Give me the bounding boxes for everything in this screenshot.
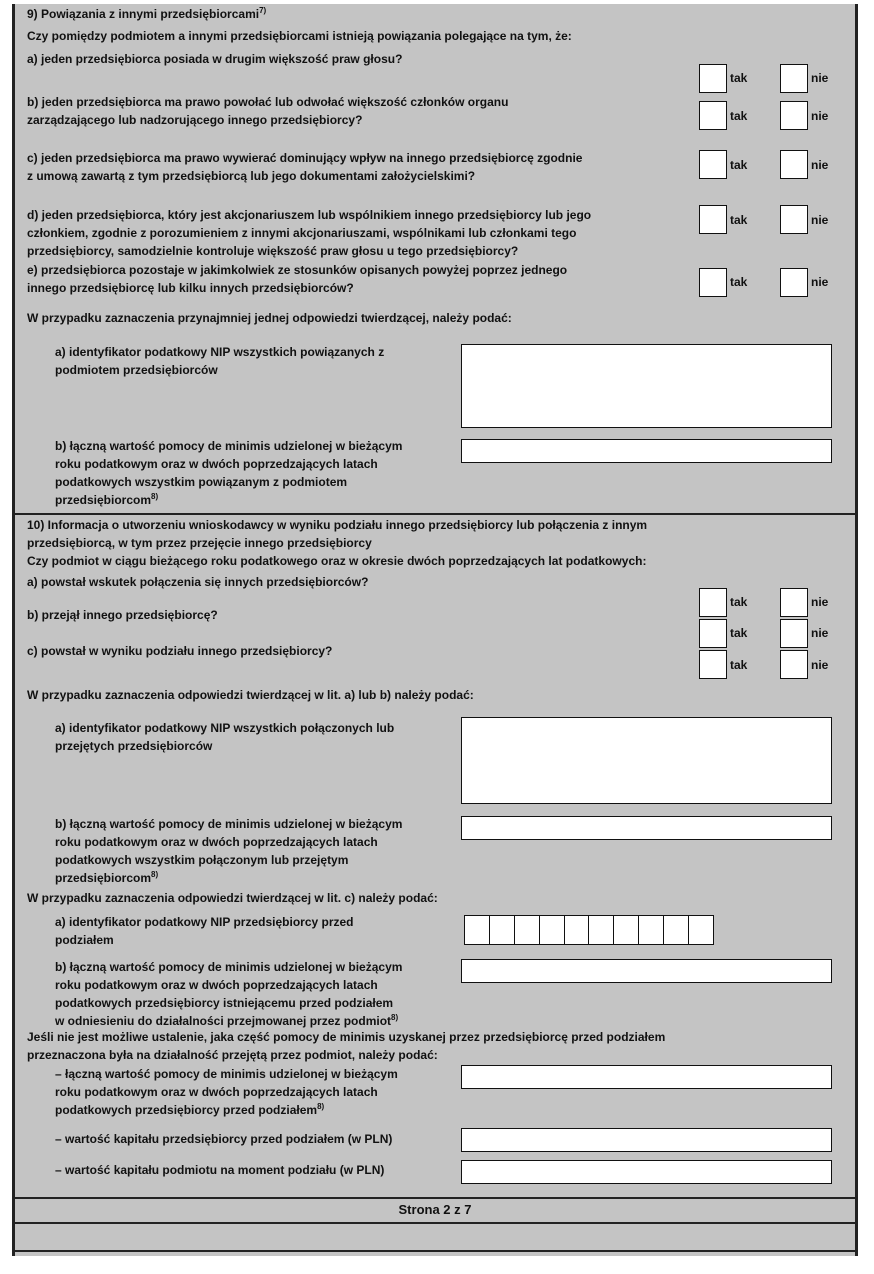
s9-item-c-yes-checkbox[interactable] — [699, 150, 727, 179]
s9-item-c-line2: z umową zawartą z tym przedsiębiorcą lub jego dokumentami założycielskimi? — [27, 169, 476, 183]
s9-field-a-label-1: a) identyfikator podatkowy NIP wszystkich powiązanych z — [55, 345, 385, 359]
s9-item-d-no-label: nie — [811, 213, 829, 227]
s10-item-c-no-checkbox[interactable] — [780, 650, 808, 679]
s9-item-d-no-checkbox[interactable] — [780, 205, 808, 234]
s9-item-b-no-checkbox[interactable] — [780, 101, 808, 130]
s10-deminimis-input[interactable] — [461, 816, 832, 840]
section10-title-1: 10) Informacja o utworzeniu wnioskodawcy w wyniku podziału innego przedsiębiorcy lub połączenia z innym — [27, 518, 648, 532]
s9-item-d-line3: przedsiębiorcy, samodzielnie kontroluje większość praw głosu u tego przedsiębiorcy? — [27, 244, 519, 258]
s9-item-e-yes-label: tak — [730, 275, 748, 289]
s10-field-a-label-2: przejętych przedsiębiorców — [55, 739, 213, 753]
s10-item-c-no-label: nie — [811, 658, 829, 672]
s9-item-b-no-label: nie — [811, 109, 829, 123]
s10-deminimis-before-split-input[interactable] — [461, 959, 832, 983]
s9-item-e-yes-checkbox[interactable] — [699, 268, 727, 297]
s10-capital-moment-label: – wartość kapitału podmiotu na moment podziału (w PLN) — [55, 1163, 385, 1177]
s10-item-a-yes-label: tak — [730, 595, 748, 609]
nip-cell[interactable] — [588, 915, 614, 945]
s10-field-cb-label-2: roku podatkowym oraz w dwóch poprzedzających latach — [55, 978, 378, 992]
s10-capital-moment-input[interactable] — [461, 1160, 832, 1184]
page-number: Strona 2 z 7 — [398, 1202, 472, 1217]
s10-item-b-yes-checkbox[interactable] — [699, 619, 727, 648]
s10-field-b-label-3: podatkowych wszystkim połączonym lub przejętym — [55, 853, 349, 867]
s9-item-c-line1: c) jeden przedsiębiorca ma prawo wywierać dominujący wpływ na innego przedsiębiorcę zgodnie — [27, 151, 583, 165]
s10-item-a-no-label: nie — [811, 595, 829, 609]
s9-item-a-text: a) jeden przedsiębiorca posiada w drugim większość praw głosu? — [27, 52, 403, 66]
s9-item-e-line1: e) przedsiębiorca pozostaje w jakimkolwiek ze stosunków opisanych powyżej poprzez jednego — [27, 263, 568, 277]
s10-total-label-3: podatkowych przedsiębiorcy przed podziałem$^{8)}$ — [55, 1102, 325, 1117]
s10-total-label-2: roku podatkowym oraz w dwóch poprzedzających latach — [55, 1085, 378, 1099]
form-page — [12, 4, 858, 1256]
s9-item-e-no-label: nie — [811, 275, 829, 289]
s10-note-1: Jeśli nie jest możliwe ustalenie, jaka część pomocy de minimis uzyskanej przez przedsiębiorcę przed podziałem — [27, 1030, 666, 1044]
s10-field-b-label-1: b) łączną wartość pomocy de minimis udzielonej w bieżącym — [55, 817, 403, 831]
nip-cell[interactable] — [613, 915, 639, 945]
s10-item-a-text: a) powstał wskutek połączenia się innych przedsiębiorców? — [27, 575, 369, 589]
footer-divider — [15, 1222, 855, 1224]
s9-field-b-label-3: podatkowych wszystkim powiązanym z podmiotem — [55, 475, 348, 489]
section9-title: 9) Powiązania z innymi przedsiębiorcami$^{7)}$ — [27, 6, 267, 21]
s10-capital-before-label: – wartość kapitału przedsiębiorcy przed podziałem (w PLN) — [55, 1132, 393, 1146]
s10-item-c-yes-label: tak — [730, 658, 748, 672]
s10-item-c-yes-checkbox[interactable] — [699, 650, 727, 679]
s9-item-d-line2: członkiem, zgodnie z porozumieniem z innymi akcjonariuszami, wspólnikami lub członkami tego — [27, 226, 577, 240]
s9-item-a-no-label: nie — [811, 71, 829, 85]
s10-item-a-no-checkbox[interactable] — [780, 588, 808, 617]
s9-item-a-yes-checkbox[interactable] — [699, 64, 727, 93]
page-bottom-border — [15, 1250, 855, 1252]
nip-cell[interactable] — [663, 915, 689, 945]
s10-item-b-yes-label: tak — [730, 626, 748, 640]
s9-instruction: W przypadku zaznaczenia przynajmniej jednej odpowiedzi twierdzącej, należy podać: — [27, 311, 512, 325]
nip-cell[interactable] — [564, 915, 590, 945]
s10-item-c-text: c) powstał w wyniku podziału innego przedsiębiorcy? — [27, 644, 333, 658]
s10-nip-input[interactable] — [461, 717, 832, 804]
s10-field-b-label-2: roku podatkowym oraz w dwóch poprzedzających latach — [55, 835, 378, 849]
s9-field-b-label-4: przedsiębiorcom$^{8)}$ — [55, 492, 159, 507]
section10-question: Czy podmiot w ciągu bieżącego roku podatkowego oraz w okresie dwóch poprzedzających lat podatkowych: — [27, 554, 647, 568]
s9-item-c-yes-label: tak — [730, 158, 748, 172]
s10-item-b-no-label: nie — [811, 626, 829, 640]
section9-question: Czy pomiędzy podmiotem a innymi przedsiębiorcami istnieją powiązania polegające na tym, że: — [27, 29, 572, 43]
section10-title-2: przedsiębiorcą, w tym przez przejęcie innego przedsiębiorcy — [27, 536, 372, 550]
nip-cell[interactable] — [539, 915, 565, 945]
s9-item-e-no-checkbox[interactable] — [780, 268, 808, 297]
s9-item-b-line1: b) jeden przedsiębiorca ma prawo powołać lub odwołać większość członków organu — [27, 95, 509, 109]
s10-field-cb-label-3: podatkowych przedsiębiorcy istniejącemu przed podziałem — [55, 996, 394, 1010]
s10-instruction-ab: W przypadku zaznaczenia odpowiedzi twierdzącej w lit. a) lub b) należy podać: — [27, 688, 474, 702]
s10-total-input[interactable] — [461, 1065, 832, 1089]
s10-total-label-1: – łączną wartość pomocy de minimis udzielonej w bieżącym — [55, 1067, 398, 1081]
nip-cell[interactable] — [688, 915, 714, 945]
s9-item-b-yes-label: tak — [730, 109, 748, 123]
s10-field-ca-label-1: a) identyfikator podatkowy NIP przedsiębiorcy przed — [55, 915, 354, 929]
s10-note-2: przeznaczona była na działalność przejętą przez podmiot, należy podać: — [27, 1048, 438, 1062]
section-divider — [15, 513, 855, 515]
s10-field-b-label-4: przedsiębiorcom$^{8)}$ — [55, 870, 159, 885]
s9-item-d-line1: d) jeden przedsiębiorca, który jest akcjonariuszem lub wspólnikiem innego przedsiębiorcy lub jego — [27, 208, 592, 222]
s10-field-cb-label-4: w odniesieniu do działalności przejmowanej przez podmiot$^{8)}$ — [55, 1013, 399, 1028]
s9-nip-input[interactable] — [461, 344, 832, 428]
s9-item-b-line2: zarządzającego lub nadzorującego innego przedsiębiorcy? — [27, 113, 363, 127]
s10-item-b-text: b) przejął innego przedsiębiorcę? — [27, 608, 218, 622]
nip-cells-input[interactable] — [464, 915, 713, 945]
s9-item-d-yes-checkbox[interactable] — [699, 205, 727, 234]
nip-cell[interactable] — [514, 915, 540, 945]
nip-cell[interactable] — [489, 915, 515, 945]
s10-item-b-no-checkbox[interactable] — [780, 619, 808, 648]
s10-field-cb-label-1: b) łączną wartość pomocy de minimis udzielonej w bieżącym — [55, 960, 403, 974]
nip-cell[interactable] — [464, 915, 490, 945]
s9-item-c-no-label: nie — [811, 158, 829, 172]
s9-deminimis-input[interactable] — [461, 439, 832, 463]
s10-field-a-label-1: a) identyfikator podatkowy NIP wszystkich połączonych lub — [55, 721, 395, 735]
s10-item-a-yes-checkbox[interactable] — [699, 588, 727, 617]
s9-item-d-yes-label: tak — [730, 213, 748, 227]
s9-item-a-yes-label: tak — [730, 71, 748, 85]
s9-field-b-label-2: roku podatkowym oraz w dwóch poprzedzających latach — [55, 457, 378, 471]
s9-field-b-label-1: b) łączną wartość pomocy de minimis udzielonej w bieżącym — [55, 439, 403, 453]
nip-cell[interactable] — [638, 915, 664, 945]
s9-item-e-line2: innego przedsiębiorcę lub kilku innych przedsiębiorców? — [27, 281, 354, 295]
s9-field-a-label-2: podmiotem przedsiębiorców — [55, 363, 218, 377]
s9-item-a-no-checkbox[interactable] — [780, 64, 808, 93]
s10-instruction-c: W przypadku zaznaczenia odpowiedzi twierdzącej w lit. c) należy podać: — [27, 891, 438, 905]
s9-item-c-no-checkbox[interactable] — [780, 150, 808, 179]
s9-item-b-yes-checkbox[interactable] — [699, 101, 727, 130]
s10-field-ca-label-2: podziałem — [55, 933, 114, 947]
s10-capital-before-input[interactable] — [461, 1128, 832, 1152]
